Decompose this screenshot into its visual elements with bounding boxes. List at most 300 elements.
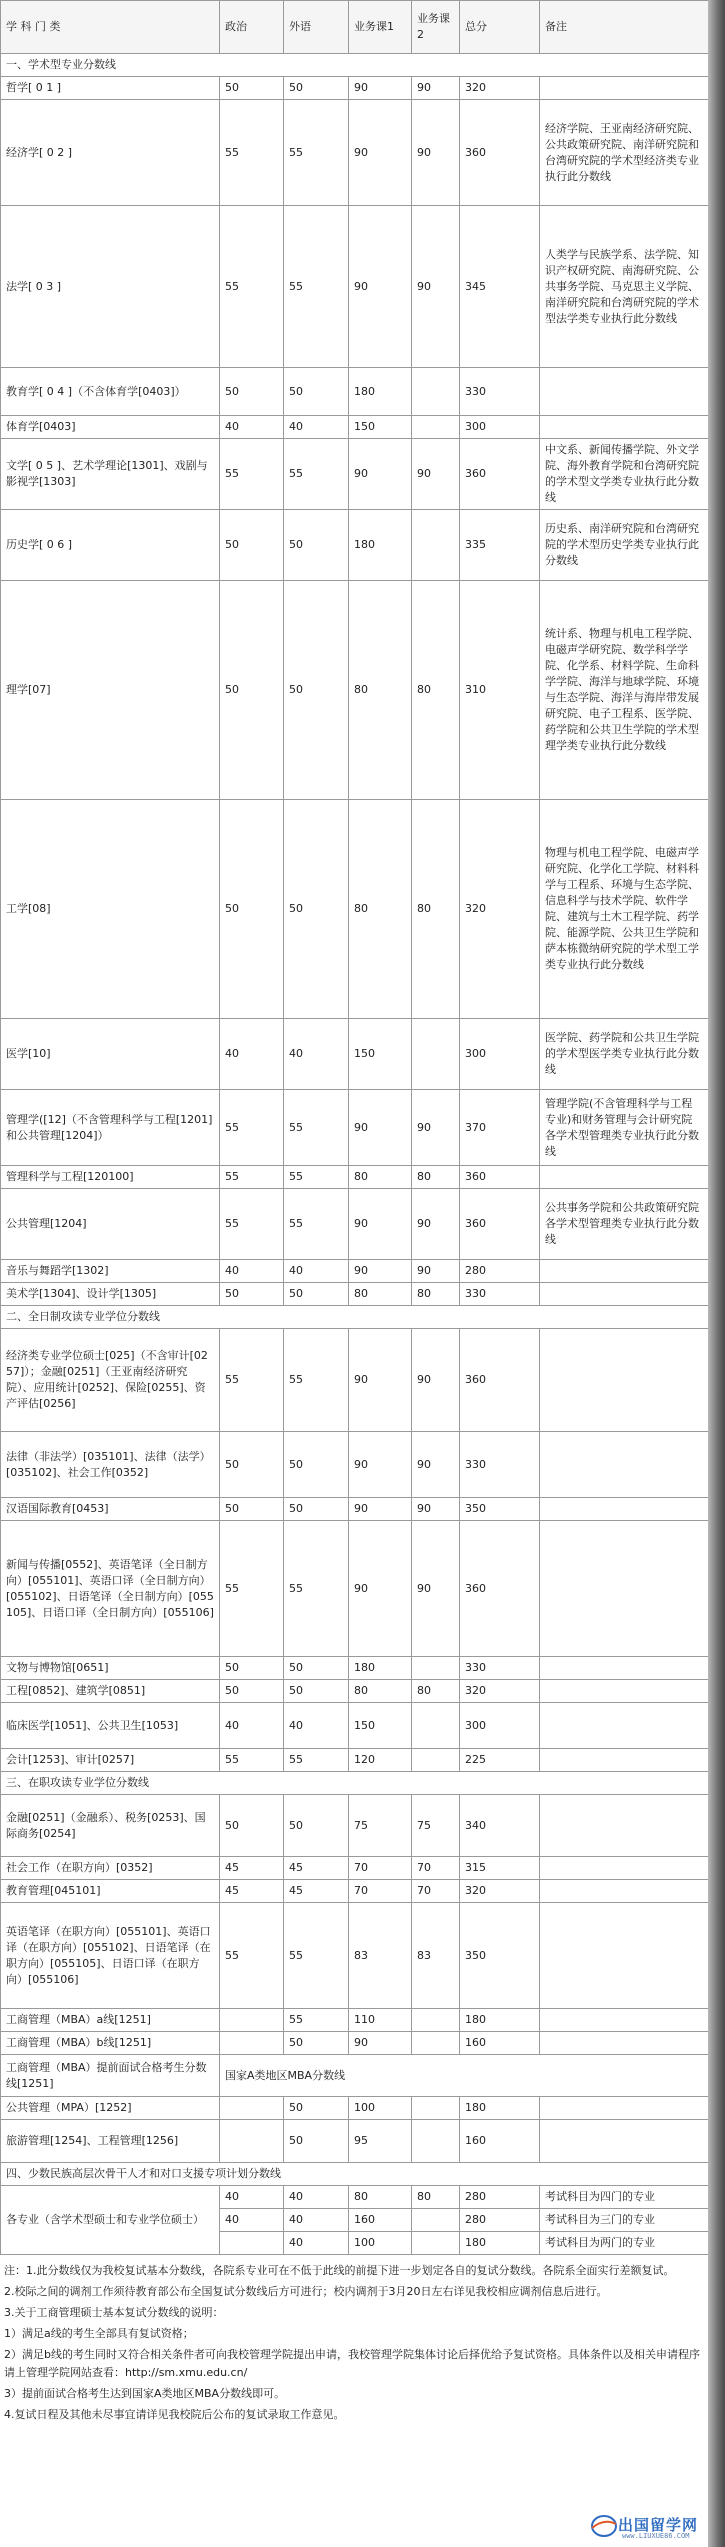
cell-remarks bbox=[540, 1432, 709, 1498]
cell-course-2: 70 bbox=[412, 1857, 460, 1880]
cell-discipline: 教育学[ 0 4 ]（不含体育学[0403]） bbox=[1, 368, 220, 416]
cell-course-1: 90 bbox=[349, 1329, 412, 1432]
note-line: 3）提前面试合格考生达到国家A类地区MBA分数线即可。 bbox=[4, 2387, 286, 2400]
cell-politics bbox=[220, 2232, 284, 2255]
cell-total: 330 bbox=[460, 1657, 540, 1680]
cell-remarks bbox=[540, 2097, 709, 2120]
cell-politics: 50 bbox=[220, 1680, 284, 1703]
cell-total: 360 bbox=[460, 439, 540, 510]
cell-total: 360 bbox=[460, 1521, 540, 1657]
cell-total: 280 bbox=[460, 2186, 540, 2209]
cell-foreign-language: 55 bbox=[284, 1189, 349, 1260]
cell-course-2 bbox=[412, 2232, 460, 2255]
table-row bbox=[1, 1703, 709, 1749]
cell-course-2: 80 bbox=[412, 800, 460, 1019]
cell-remarks bbox=[540, 1260, 709, 1283]
cell-total: 320 bbox=[460, 77, 540, 100]
cell-politics: 50 bbox=[220, 1432, 284, 1498]
cell-discipline: 管理学([12]（不含管理科学与工程[1201]和公共管理[1204]） bbox=[1, 1090, 220, 1166]
cell-discipline: 美术学[1304]、设计学[1305] bbox=[1, 1283, 220, 1306]
cell-total: 280 bbox=[460, 2209, 540, 2232]
cell-total: 225 bbox=[460, 1749, 540, 1772]
note-line: 4.复试日程及其他未尽事宜请详见我校院后公布的复试录取工作意见。 bbox=[4, 2408, 345, 2421]
cell-course-1: 80 bbox=[349, 581, 412, 800]
cell-politics: 55 bbox=[220, 1329, 284, 1432]
cell-total: 320 bbox=[460, 1880, 540, 1903]
cell-course-1: 180 bbox=[349, 510, 412, 581]
table-row bbox=[1, 2186, 709, 2209]
cell-course-1: 80 bbox=[349, 800, 412, 1019]
cell-foreign-language: 40 bbox=[284, 2209, 349, 2232]
cell-course-2: 75 bbox=[412, 1795, 460, 1857]
cell-total: 370 bbox=[460, 1090, 540, 1166]
note-line: 2）满足b线的考生同时又符合相关条件者可向我校管理学院提出申请，我校管理学院集体讨论后择优给予复试资格。具体条件以及相关申请程序请上管理学院网站查看：http://sm.xmu.edu.cn/ bbox=[4, 2348, 700, 2379]
cell-remarks bbox=[540, 77, 709, 100]
cell-course-2: 90 bbox=[412, 77, 460, 100]
cell-total: 160 bbox=[460, 2120, 540, 2163]
cell-course-2 bbox=[412, 2209, 460, 2232]
cell-foreign-language: 40 bbox=[284, 1703, 349, 1749]
cell-total: 180 bbox=[460, 2009, 540, 2032]
cell-total: 315 bbox=[460, 1857, 540, 1880]
table-row bbox=[1, 1189, 709, 1260]
cell-politics: 55 bbox=[220, 206, 284, 368]
cell-course-2: 90 bbox=[412, 439, 460, 510]
cell-foreign-language: 40 bbox=[284, 1260, 349, 1283]
cell-remarks bbox=[540, 1521, 709, 1657]
cell-course-2: 90 bbox=[412, 206, 460, 368]
cell-course-1: 90 bbox=[349, 77, 412, 100]
table-row bbox=[1, 368, 709, 416]
cell-politics: 55 bbox=[220, 1166, 284, 1189]
cell-remarks bbox=[540, 1283, 709, 1306]
cell-course-1: 180 bbox=[349, 1657, 412, 1680]
section-row bbox=[1, 54, 709, 77]
table-row bbox=[1, 1432, 709, 1498]
cell-discipline: 文学[ 0 5 ]、艺术学理论[1301]、戏剧与影视学[1303] bbox=[1, 439, 220, 510]
header-course-1: 业务课1 bbox=[349, 1, 412, 54]
cell-remarks: 医学院、药学院和公共卫生学院的学术型医学类专业执行此分数线 bbox=[540, 1019, 709, 1090]
cell-discipline: 工学[08] bbox=[1, 800, 220, 1019]
cell-total: 320 bbox=[460, 800, 540, 1019]
cell-course-1: 80 bbox=[349, 1283, 412, 1306]
cell-total: 360 bbox=[460, 100, 540, 206]
table-row bbox=[1, 1329, 709, 1432]
cell-course-1: 95 bbox=[349, 2120, 412, 2163]
cell-course-1: 90 bbox=[349, 100, 412, 206]
table-row bbox=[1, 581, 709, 800]
table-row bbox=[1, 1521, 709, 1657]
cell-discipline: 公共管理[1204] bbox=[1, 1189, 220, 1260]
cell-discipline: 工商管理（MBA）b线[1251] bbox=[1, 2032, 220, 2055]
cell-course-2 bbox=[412, 1657, 460, 1680]
cell-politics bbox=[220, 2009, 284, 2032]
cell-discipline: 医学[10] bbox=[1, 1019, 220, 1090]
cell-course-1: 150 bbox=[349, 1703, 412, 1749]
cell-remarks: 统计系、物理与机电工程学院、电磁声学研究院、数学科学学院、化学系、材料学院、生命科学学院、海洋与地球学院、环境与生态学院、海洋与海岸带发展研究院、电子工程系、医学院、药学院和公共卫生学院的学术型理学类专业执行此分数线 bbox=[540, 581, 709, 800]
notes-section bbox=[0, 2255, 708, 2424]
table-row bbox=[1, 1880, 709, 1903]
cell-politics: 55 bbox=[220, 439, 284, 510]
cell-politics: 55 bbox=[220, 1189, 284, 1260]
cell-total: 330 bbox=[460, 1283, 540, 1306]
cell-discipline: 历史学[ 0 6 ] bbox=[1, 510, 220, 581]
table-row bbox=[1, 77, 709, 100]
cell-remarks bbox=[540, 2009, 709, 2032]
note-line: 3.关于工商管理硕士基本复试分数线的说明： bbox=[4, 2306, 224, 2319]
cell-course-1: 100 bbox=[349, 2097, 412, 2120]
cell-course-2: 90 bbox=[412, 1260, 460, 1283]
note-line: 注：1.此分数线仅为我校复试基本分数线，各院系专业可在不低于此线的前提下进一步划定各自的复试分数线。各院系全面实行差额复试。 bbox=[4, 2264, 675, 2277]
cell-discipline: 临床医学[1051]、公共卫生[1053] bbox=[1, 1703, 220, 1749]
cell-discipline: 各专业（含学术型硕士和专业学位硕士） bbox=[1, 2186, 220, 2255]
table-row bbox=[1, 1019, 709, 1090]
cell-course-1: 80 bbox=[349, 1680, 412, 1703]
table-row bbox=[1, 800, 709, 1019]
table-row bbox=[1, 2120, 709, 2163]
cell-total: 335 bbox=[460, 510, 540, 581]
cell-remarks bbox=[540, 2120, 709, 2163]
cell-foreign-language: 50 bbox=[284, 1680, 349, 1703]
cell-course-1: 90 bbox=[349, 1521, 412, 1657]
cell-politics: 50 bbox=[220, 1795, 284, 1857]
table-header-row bbox=[1, 1, 709, 54]
watermark-text: 出国留学网 bbox=[618, 2516, 699, 2534]
cell-total: 360 bbox=[460, 1166, 540, 1189]
cell-course-1: 90 bbox=[349, 206, 412, 368]
cell-course-1: 90 bbox=[349, 439, 412, 510]
cell-remarks bbox=[540, 1657, 709, 1680]
cell-discipline: 金融[0251]（金融系）、税务[0253]、国际商务[0254] bbox=[1, 1795, 220, 1857]
cell-course-2: 80 bbox=[412, 1166, 460, 1189]
cell-foreign-language: 45 bbox=[284, 1880, 349, 1903]
cell-discipline: 经济学[ 0 2 ] bbox=[1, 100, 220, 206]
cell-course-1: 150 bbox=[349, 1019, 412, 1090]
cell-course-2: 80 bbox=[412, 1680, 460, 1703]
cell-foreign-language: 55 bbox=[284, 1090, 349, 1166]
cell-foreign-language: 50 bbox=[284, 2097, 349, 2120]
cell-remarks: 考试科目为四门的专业 bbox=[540, 2186, 709, 2209]
cell-foreign-language: 55 bbox=[284, 1521, 349, 1657]
site-watermark bbox=[590, 2512, 715, 2542]
table-row bbox=[1, 1749, 709, 1772]
table-row bbox=[1, 206, 709, 368]
table-row bbox=[1, 1857, 709, 1880]
cell-course-2 bbox=[412, 2009, 460, 2032]
cell-course-2: 70 bbox=[412, 1880, 460, 1903]
table-row bbox=[1, 1090, 709, 1166]
cell-total: 300 bbox=[460, 1703, 540, 1749]
table-row bbox=[1, 1657, 709, 1680]
header-remarks: 备注 bbox=[540, 1, 709, 54]
cell-remarks: 考试科目为两门的专业 bbox=[540, 2232, 709, 2255]
table-row bbox=[1, 416, 709, 439]
cell-remarks: 管理学院(不含管理科学与工程专业)和财务管理与会计研究院各学术型管理类专业执行此分数线 bbox=[540, 1090, 709, 1166]
cell-course-2: 80 bbox=[412, 2186, 460, 2209]
table-row bbox=[1, 2009, 709, 2032]
cell-total: 360 bbox=[460, 1189, 540, 1260]
cell-politics: 45 bbox=[220, 1857, 284, 1880]
cell-remarks: 考试科目为三门的专业 bbox=[540, 2209, 709, 2232]
table-row bbox=[1, 1283, 709, 1306]
cell-course-2: 90 bbox=[412, 1090, 460, 1166]
cell-discipline: 文物与博物馆[0651] bbox=[1, 1657, 220, 1680]
cell-course-2 bbox=[412, 2032, 460, 2055]
note-line: 1）满足a线的考生全部具有复试资格； bbox=[4, 2327, 194, 2340]
cell-discipline: 旅游管理[1254]、工程管理[1256] bbox=[1, 2120, 220, 2163]
cell-course-1: 90 bbox=[349, 1498, 412, 1521]
cell-politics: 40 bbox=[220, 416, 284, 439]
cell-politics: 50 bbox=[220, 1498, 284, 1521]
cell-course-2 bbox=[412, 1703, 460, 1749]
cell-discipline: 社会工作（在职方向）[0352] bbox=[1, 1857, 220, 1880]
cell-politics: 50 bbox=[220, 800, 284, 1019]
cell-course-1: 80 bbox=[349, 1166, 412, 1189]
cell-foreign-language: 50 bbox=[284, 581, 349, 800]
cell-politics: 40 bbox=[220, 1019, 284, 1090]
cell-foreign-language: 55 bbox=[284, 1749, 349, 1772]
cell-course-1: 70 bbox=[349, 1857, 412, 1880]
cell-politics: 50 bbox=[220, 1657, 284, 1680]
section-heading: 三、在职攻读专业学位分数线 bbox=[1, 1772, 709, 1795]
cell-foreign-language: 45 bbox=[284, 1857, 349, 1880]
cell-total: 340 bbox=[460, 1795, 540, 1857]
cell-politics: 45 bbox=[220, 1880, 284, 1903]
cell-discipline: 管理科学与工程[120100] bbox=[1, 1166, 220, 1189]
cell-foreign-language: 55 bbox=[284, 206, 349, 368]
cell-course-1: 120 bbox=[349, 1749, 412, 1772]
cell-course-2 bbox=[412, 2120, 460, 2163]
cell-discipline: 新闻与传播[0552]、英语笔译（全日制方向）[055101]、英语口译（全日制方向）[055102]、日语笔译（全日制方向）[055105]、日语口译（全日制方向）[055106] bbox=[1, 1521, 220, 1657]
cell-remarks bbox=[540, 1903, 709, 2009]
cell-course-2: 80 bbox=[412, 581, 460, 800]
table-row bbox=[1, 2032, 709, 2055]
section-heading: 二、全日制攻读专业学位分数线 bbox=[1, 1306, 709, 1329]
cell-course-1: 90 bbox=[349, 1090, 412, 1166]
cell-total: 350 bbox=[460, 1903, 540, 2009]
cell-course-2: 90 bbox=[412, 100, 460, 206]
cell-course-2 bbox=[412, 2097, 460, 2120]
cell-course-1: 150 bbox=[349, 416, 412, 439]
table-row bbox=[1, 2097, 709, 2120]
header-discipline: 学 科 门 类 bbox=[1, 1, 220, 54]
cell-total: 160 bbox=[460, 2032, 540, 2055]
cell-politics: 55 bbox=[220, 1749, 284, 1772]
cell-foreign-language: 50 bbox=[284, 510, 349, 581]
cell-foreign-language: 50 bbox=[284, 800, 349, 1019]
cell-total: 350 bbox=[460, 1498, 540, 1521]
cell-course-1: 110 bbox=[349, 2009, 412, 2032]
cell-remarks bbox=[540, 1795, 709, 1857]
cell-remarks bbox=[540, 1329, 709, 1432]
cell-foreign-language: 40 bbox=[284, 2186, 349, 2209]
cell-course-1: 90 bbox=[349, 2032, 412, 2055]
cell-foreign-language: 50 bbox=[284, 1432, 349, 1498]
cell-foreign-language: 55 bbox=[284, 439, 349, 510]
cell-remarks: 人类学与民族学系、法学院、知识产权研究院、南海研究院、公共事务学院、马克思主义学院、南洋研究院和台湾研究院的学术型法学类专业执行此分数线 bbox=[540, 206, 709, 368]
cell-course-2: 90 bbox=[412, 1432, 460, 1498]
cell-discipline: 会计[1253]、审计[0257] bbox=[1, 1749, 220, 1772]
header-foreign-language: 外语 bbox=[284, 1, 349, 54]
cell-total: 180 bbox=[460, 2097, 540, 2120]
cell-remarks bbox=[540, 1880, 709, 1903]
cell-course-2 bbox=[412, 510, 460, 581]
table-row bbox=[1, 439, 709, 510]
header-course-2: 业务课2 bbox=[412, 1, 460, 54]
cell-course-2: 90 bbox=[412, 1329, 460, 1432]
cell-spanned-score-note: 国家A类地区MBA分数线 bbox=[220, 2055, 709, 2097]
table-row bbox=[1, 1498, 709, 1521]
cell-foreign-language: 55 bbox=[284, 100, 349, 206]
table-row bbox=[1, 510, 709, 581]
cell-foreign-language: 55 bbox=[284, 1903, 349, 2009]
cell-remarks: 中文系、新闻传播学院、外文学院、海外教育学院和台湾研究院的学术型文学类专业执行此分数线 bbox=[540, 439, 709, 510]
section-heading: 四、少数民族高层次骨干人才和对口支援专项计划分数线 bbox=[1, 2163, 709, 2186]
table-row bbox=[1, 1680, 709, 1703]
globe-icon bbox=[590, 2514, 618, 2538]
cell-remarks bbox=[540, 1749, 709, 1772]
cell-remarks bbox=[540, 2032, 709, 2055]
cell-course-1: 90 bbox=[349, 1189, 412, 1260]
cell-total: 330 bbox=[460, 1432, 540, 1498]
cell-remarks bbox=[540, 1857, 709, 1880]
cell-discipline: 工程[0852]、建筑学[0851] bbox=[1, 1680, 220, 1703]
cell-foreign-language: 50 bbox=[284, 368, 349, 416]
cell-discipline: 音乐与舞蹈学[1302] bbox=[1, 1260, 220, 1283]
cell-discipline: 工商管理（MBA）提前面试合格考生分数线[1251] bbox=[1, 2055, 220, 2097]
watermark-url: www.LIUXUE86.COM bbox=[622, 2532, 690, 2540]
cell-politics bbox=[220, 2097, 284, 2120]
section-row bbox=[1, 2163, 709, 2186]
cell-course-2: 80 bbox=[412, 1283, 460, 1306]
scroll-edge-strip bbox=[708, 0, 725, 2547]
cell-discipline: 工商管理（MBA）a线[1251] bbox=[1, 2009, 220, 2032]
cell-foreign-language: 50 bbox=[284, 1498, 349, 1521]
cell-discipline: 经济类专业学位硕士[025]（不含审计[0257]）；金融[0251]（王亚南经济研究院）、应用统计[0252]、保险[0255]、资产评估[0256] bbox=[1, 1329, 220, 1432]
cell-course-2 bbox=[412, 1749, 460, 1772]
cell-discipline: 法学[ 0 3 ] bbox=[1, 206, 220, 368]
cell-politics: 40 bbox=[220, 1260, 284, 1283]
cell-total: 180 bbox=[460, 2232, 540, 2255]
table-row bbox=[1, 2055, 709, 2097]
cell-remarks bbox=[540, 1498, 709, 1521]
cell-politics bbox=[220, 2120, 284, 2163]
cell-politics: 55 bbox=[220, 1903, 284, 2009]
cell-course-2: 90 bbox=[412, 1189, 460, 1260]
cell-course-2 bbox=[412, 368, 460, 416]
cell-politics: 50 bbox=[220, 581, 284, 800]
cell-discipline: 汉语国际教育[0453] bbox=[1, 1498, 220, 1521]
cell-foreign-language: 40 bbox=[284, 416, 349, 439]
cell-remarks: 历史系、南洋研究院和台湾研究院的学术型历史学类专业执行此分数线 bbox=[540, 510, 709, 581]
cell-discipline: 公共管理（MPA）[1252] bbox=[1, 2097, 220, 2120]
cell-remarks: 物理与机电工程学院、电磁声学研究院、化学化工学院、材料科学与工程系、环境与生态学院、信息科学与技术学院、软件学院、建筑与土木工程学院、药学院、能源学院、公共卫生学院和萨本栋微纳研究院的学术型工学类专业执行此分数线 bbox=[540, 800, 709, 1019]
table-row bbox=[1, 100, 709, 206]
cell-course-1: 80 bbox=[349, 2186, 412, 2209]
section-row bbox=[1, 1306, 709, 1329]
cell-course-2 bbox=[412, 1019, 460, 1090]
cell-politics: 40 bbox=[220, 2209, 284, 2232]
cell-total: 300 bbox=[460, 1019, 540, 1090]
cell-politics bbox=[220, 2032, 284, 2055]
cell-course-2 bbox=[412, 416, 460, 439]
cell-remarks: 公共事务学院和公共政策研究院各学术型管理类专业执行此分数线 bbox=[540, 1189, 709, 1260]
header-total: 总分 bbox=[460, 1, 540, 54]
section-row bbox=[1, 1772, 709, 1795]
cell-discipline: 哲学[ 0 1 ] bbox=[1, 77, 220, 100]
cell-politics: 40 bbox=[220, 2186, 284, 2209]
cell-total: 300 bbox=[460, 416, 540, 439]
cell-course-1: 90 bbox=[349, 1260, 412, 1283]
table-row bbox=[1, 1903, 709, 2009]
cell-foreign-language: 50 bbox=[284, 1657, 349, 1680]
table-row bbox=[1, 1166, 709, 1189]
cell-remarks bbox=[540, 1703, 709, 1749]
cell-foreign-language: 50 bbox=[284, 1283, 349, 1306]
cell-foreign-language: 40 bbox=[284, 2232, 349, 2255]
cell-foreign-language: 40 bbox=[284, 1019, 349, 1090]
cell-total: 310 bbox=[460, 581, 540, 800]
cell-discipline: 理学[07] bbox=[1, 581, 220, 800]
cell-course-1: 180 bbox=[349, 368, 412, 416]
section-heading: 一、学术型专业分数线 bbox=[1, 54, 709, 77]
cell-course-1: 90 bbox=[349, 1432, 412, 1498]
cell-politics: 50 bbox=[220, 510, 284, 581]
cell-politics: 40 bbox=[220, 1703, 284, 1749]
cell-course-1: 160 bbox=[349, 2209, 412, 2232]
cell-politics: 55 bbox=[220, 1090, 284, 1166]
cell-politics: 55 bbox=[220, 100, 284, 206]
cell-foreign-language: 55 bbox=[284, 1166, 349, 1189]
cell-course-1: 100 bbox=[349, 2232, 412, 2255]
header-politics: 政治 bbox=[220, 1, 284, 54]
cell-discipline: 英语笔译（在职方向）[055101]、英语口译（在职方向）[055102]、日语笔译（在职方向）[055105]、日语口译（在职方向）[055106] bbox=[1, 1903, 220, 2009]
cell-discipline: 法律（非法学）[035101]、法律（法学）[035102]、社会工作[0352] bbox=[1, 1432, 220, 1498]
cell-total: 320 bbox=[460, 1680, 540, 1703]
cell-foreign-language: 50 bbox=[284, 2032, 349, 2055]
cell-foreign-language: 55 bbox=[284, 2009, 349, 2032]
cell-foreign-language: 55 bbox=[284, 1329, 349, 1432]
cell-foreign-language: 50 bbox=[284, 2120, 349, 2163]
cell-politics: 50 bbox=[220, 368, 284, 416]
cell-total: 345 bbox=[460, 206, 540, 368]
cell-course-2: 90 bbox=[412, 1498, 460, 1521]
cell-politics: 50 bbox=[220, 77, 284, 100]
cell-remarks bbox=[540, 1680, 709, 1703]
cell-foreign-language: 50 bbox=[284, 1795, 349, 1857]
cell-politics: 55 bbox=[220, 1521, 284, 1657]
table-row bbox=[1, 1795, 709, 1857]
cell-remarks bbox=[540, 416, 709, 439]
cell-course-1: 75 bbox=[349, 1795, 412, 1857]
cell-course-1: 70 bbox=[349, 1880, 412, 1903]
cell-discipline: 教育管理[045101] bbox=[1, 1880, 220, 1903]
note-line: 2.校际之间的调剂工作须待教育部公布全国复试分数线后方可进行；校内调剂于3月20日左右详见我校相应调剂信息后进行。 bbox=[4, 2285, 608, 2298]
cell-total: 360 bbox=[460, 1329, 540, 1432]
cell-remarks: 经济学院、王亚南经济研究院、公共政策研究院、南洋研究院和台湾研究院的学术型经济类专业执行此分数线 bbox=[540, 100, 709, 206]
cell-foreign-language: 50 bbox=[284, 77, 349, 100]
cell-politics: 50 bbox=[220, 1283, 284, 1306]
cell-remarks bbox=[540, 368, 709, 416]
cell-course-2: 83 bbox=[412, 1903, 460, 2009]
cell-course-2: 90 bbox=[412, 1521, 460, 1657]
table-row bbox=[1, 1260, 709, 1283]
cell-discipline: 体育学[0403] bbox=[1, 416, 220, 439]
cell-total: 330 bbox=[460, 368, 540, 416]
cell-course-1: 83 bbox=[349, 1903, 412, 2009]
cell-remarks bbox=[540, 1166, 709, 1189]
cell-total: 280 bbox=[460, 1260, 540, 1283]
